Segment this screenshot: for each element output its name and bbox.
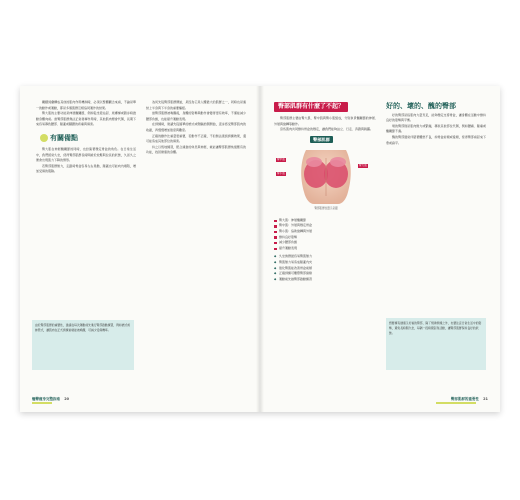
list-item: 維持良好姿勢 xyxy=(274,235,378,241)
figure-label: 臀大肌 xyxy=(359,163,367,167)
note-box: 想要擁有健康又好看的臀部，除了規律訓練之外，也要注意日常生活中的姿勢，避免長時間久坐，每隔一段時間起身活動，讓臀部肌群保持良好的狀態。 xyxy=(386,318,486,370)
footer-accent-bar xyxy=(436,402,476,404)
gluteal-figure xyxy=(274,136,378,214)
figure-label: 臀中肌 xyxy=(277,157,285,161)
list-item: ◆ 臀肌無力易造成膝蓋內夾 xyxy=(274,260,378,266)
heading-dot-icon xyxy=(40,134,48,142)
section-heading: 好的、壞的、醜的臀部 xyxy=(386,102,456,110)
list-item: 提升運動表現 xyxy=(274,246,378,252)
paragraph: 關鍵詞彙構成其他的肌肉作用機制時，必須以整體觀念來看，不論是單一的動作或運動，都是多個肌群互相協同運作的結果。 xyxy=(36,100,136,110)
bullet-list xyxy=(274,218,378,252)
list-item: ◆ 運動前先做臀部啟動練習 xyxy=(274,277,378,283)
diamond-list xyxy=(274,254,378,282)
paragraph: 臀大肌在伸展髖關節的同時，也扮演著穩定骨盆的角色。在日常生活中，我們經常久坐，使得臀部肌群長時間處於放鬆與拉長的狀態，久而久之便會出現肌力下降的情形。 xyxy=(36,146,136,163)
list-item: 臀大肌：伸展髖關節 xyxy=(274,218,378,224)
paragraph: 持之以恆地練習，配合適當的休息與伸展，就能讓臀部肌群恢復應有的功能，找回健康的身體。 xyxy=(146,144,246,155)
paragraph: 臀大肌的主要功能是伸展髖關節，例如從坐姿站起、爬樓梯或跑步時推動身體向前。當臀部肌群無法正常發揮作用時，其他肌肉便會代償，長期下來容易導致腰部、膝蓋或腳踝的疼痛與傷害。 xyxy=(36,111,136,127)
list-item: ◆ 久坐族群最容易臀肌無力 xyxy=(274,254,378,260)
footer-title: 翹臀瘦身完整指南 xyxy=(32,397,60,401)
right-column-1 xyxy=(274,100,378,282)
paragraph: 當臀部肌群被喚醒後，身體的姿勢與動作會變得更有效率，不僅能減少腰部負擔，也能提升運動表現。 xyxy=(146,111,246,121)
figure-label: 臀小肌 xyxy=(277,171,285,175)
right-page xyxy=(260,86,500,412)
note-box: 由於臀部肌群的重要性，建議在每次運動前先進行臀部啟動練習，例如橋式或蚌殼式，讓肌肉在正式訓練前就能被喚醒，可減少受傷機率。 xyxy=(32,320,134,370)
paragraph: 好的臀部是指肌肉力量充足，能夠穩定支撐骨盆，讓身體在活動中維持良好的姿勢與平衡。 xyxy=(386,112,486,123)
paragraph: 臀部肌群主要由臀大肌、臀中肌與臀小肌組成，分別負責髖關節的伸展、外展與旋轉等動作。 xyxy=(274,116,378,126)
list-item: 臀小肌：協助旋轉與外展 xyxy=(274,229,378,235)
page-number: 20 xyxy=(64,397,70,401)
section-banner: 臀部肌群有什麼了不起？ xyxy=(274,102,348,112)
footer-accent-bar xyxy=(32,402,52,404)
paragraph: 若臀部肌群無力，走路時骨盆容易左右晃動，膝蓋也可能向內塌陷，增加受傷的風險。 xyxy=(36,163,136,174)
paragraph: 正確的動作比重量更重要，若動作不正確，不但無法達到訓練效果，還可能造成其他部位的傷害。 xyxy=(146,133,246,144)
paragraph: 這些肌肉共同維持骨盆的穩定，讓我們能夠站立、行走、奔跑與跳躍。 xyxy=(280,127,374,132)
page-footer xyxy=(32,397,69,402)
footer-title: 臀部肌群的重要性 xyxy=(450,397,479,401)
section-heading xyxy=(50,133,78,143)
paragraph: 醜的臀部通常伴隨著體態不良，如骨盆前傾或後傾，使得臀部看起來下垂或扁平。 xyxy=(386,134,486,145)
list-item: ◆ 強化臀肌能改善骨盆前傾 xyxy=(274,266,378,272)
left-column-1 xyxy=(36,100,136,175)
left-column-2 xyxy=(146,100,246,156)
page-footer xyxy=(451,397,488,402)
right-column-2 xyxy=(386,100,486,146)
figure-caption: 臀部肌群位置示意圖 xyxy=(314,206,338,210)
figure-title: 臀部肌群 xyxy=(310,136,333,143)
list-item: ◆ 正確訓練可雕塑臀部線條 xyxy=(274,271,378,277)
page-number: 21 xyxy=(483,397,488,401)
book-spread xyxy=(20,86,500,412)
section-heading-text: 有關備點 xyxy=(50,133,78,142)
list-item: 減少腰部負擔 xyxy=(274,240,378,246)
paragraph: 在訓練時，建議先從簡單的橋式或側躺抬腿開始，逐步感受臀部肌肉的收縮，再慢慢增加強度與難度。 xyxy=(146,122,246,132)
paragraph: 為何先從臀部肌群開始，是因為它是人體最大的肌群之一，同時也是連結上半身與下半身的重要樞紐。 xyxy=(146,100,246,110)
paragraph: 壞的臀部則是肌肉無力或緊繃，導致其他部位代償，例如腰痛、膝痛或髖關節不適。 xyxy=(386,123,486,134)
left-page xyxy=(20,86,260,412)
gluteal-illustration xyxy=(296,148,356,206)
list-item: 臀中肌：外展與穩定骨盆 xyxy=(274,223,378,229)
